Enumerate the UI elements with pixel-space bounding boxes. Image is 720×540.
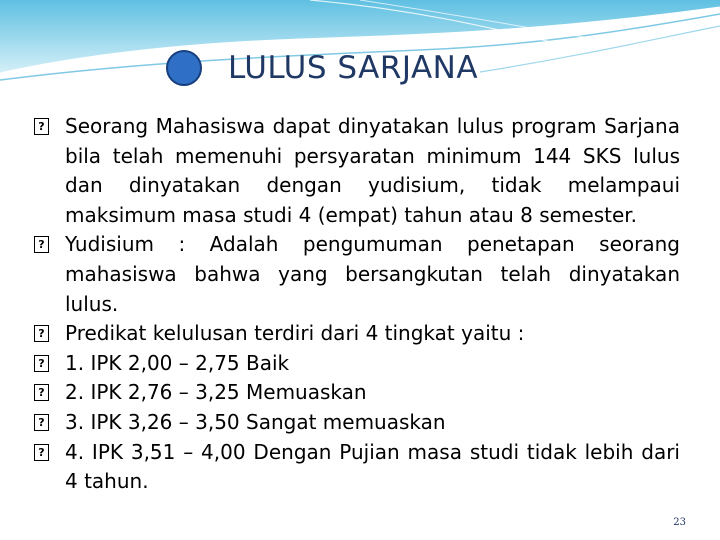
- missing-glyph-icon: ?: [34, 384, 49, 401]
- page-title: LULUS SARJANA: [228, 50, 479, 86]
- bullet-item: [34, 112, 680, 230]
- bullet-text: Seorang Mahasiswa dapat dinyatakan lulus program Sarjana bila telah memenuhi persyaratan minimum 144 SKS lulus dan dinyatakan dengan yudisium, tidak melampaui maksimum masa studi 4 (empat) tahun atau 8 semester.: [65, 114, 680, 227]
- bullet-item: [34, 438, 680, 497]
- missing-glyph-icon: ?: [34, 325, 49, 342]
- content-body: [34, 112, 680, 497]
- bullet-item: [34, 230, 680, 319]
- bullet-item: [34, 408, 680, 438]
- bullet-text: 3. IPK 3,26 – 3,50 Sangat memuaskan: [65, 409, 446, 434]
- page-number: 23: [673, 517, 686, 528]
- bullet-item: [34, 378, 680, 408]
- missing-glyph-icon: ?: [34, 355, 49, 372]
- bullet-text: 2. IPK 2,76 – 3,25 Memuaskan: [65, 380, 367, 405]
- missing-glyph-icon: ?: [34, 444, 49, 461]
- bullet-text: Predikat kelulusan terdiri dari 4 tingkat yaitu :: [65, 321, 525, 346]
- bullet-text: 1. IPK 2,00 – 2,75 Baik: [65, 350, 290, 375]
- missing-glyph-icon: ?: [34, 414, 49, 431]
- bullet-item: [34, 349, 680, 379]
- missing-glyph-icon: ?: [34, 236, 49, 253]
- missing-glyph-icon: ?: [34, 118, 49, 135]
- bullet-text: 4. IPK 3,51 – 4,00 Dengan Pujian masa studi tidak lebih dari 4 tahun.: [65, 439, 680, 494]
- bullet-item: [34, 319, 680, 349]
- title-bullet-icon: [166, 50, 202, 86]
- title-area: [166, 46, 478, 90]
- bullet-text: Yudisium : Adalah pengumuman penetapan seorang mahasiswa bahwa yang bersangkutan telah dinyatakan lulus.: [65, 232, 680, 316]
